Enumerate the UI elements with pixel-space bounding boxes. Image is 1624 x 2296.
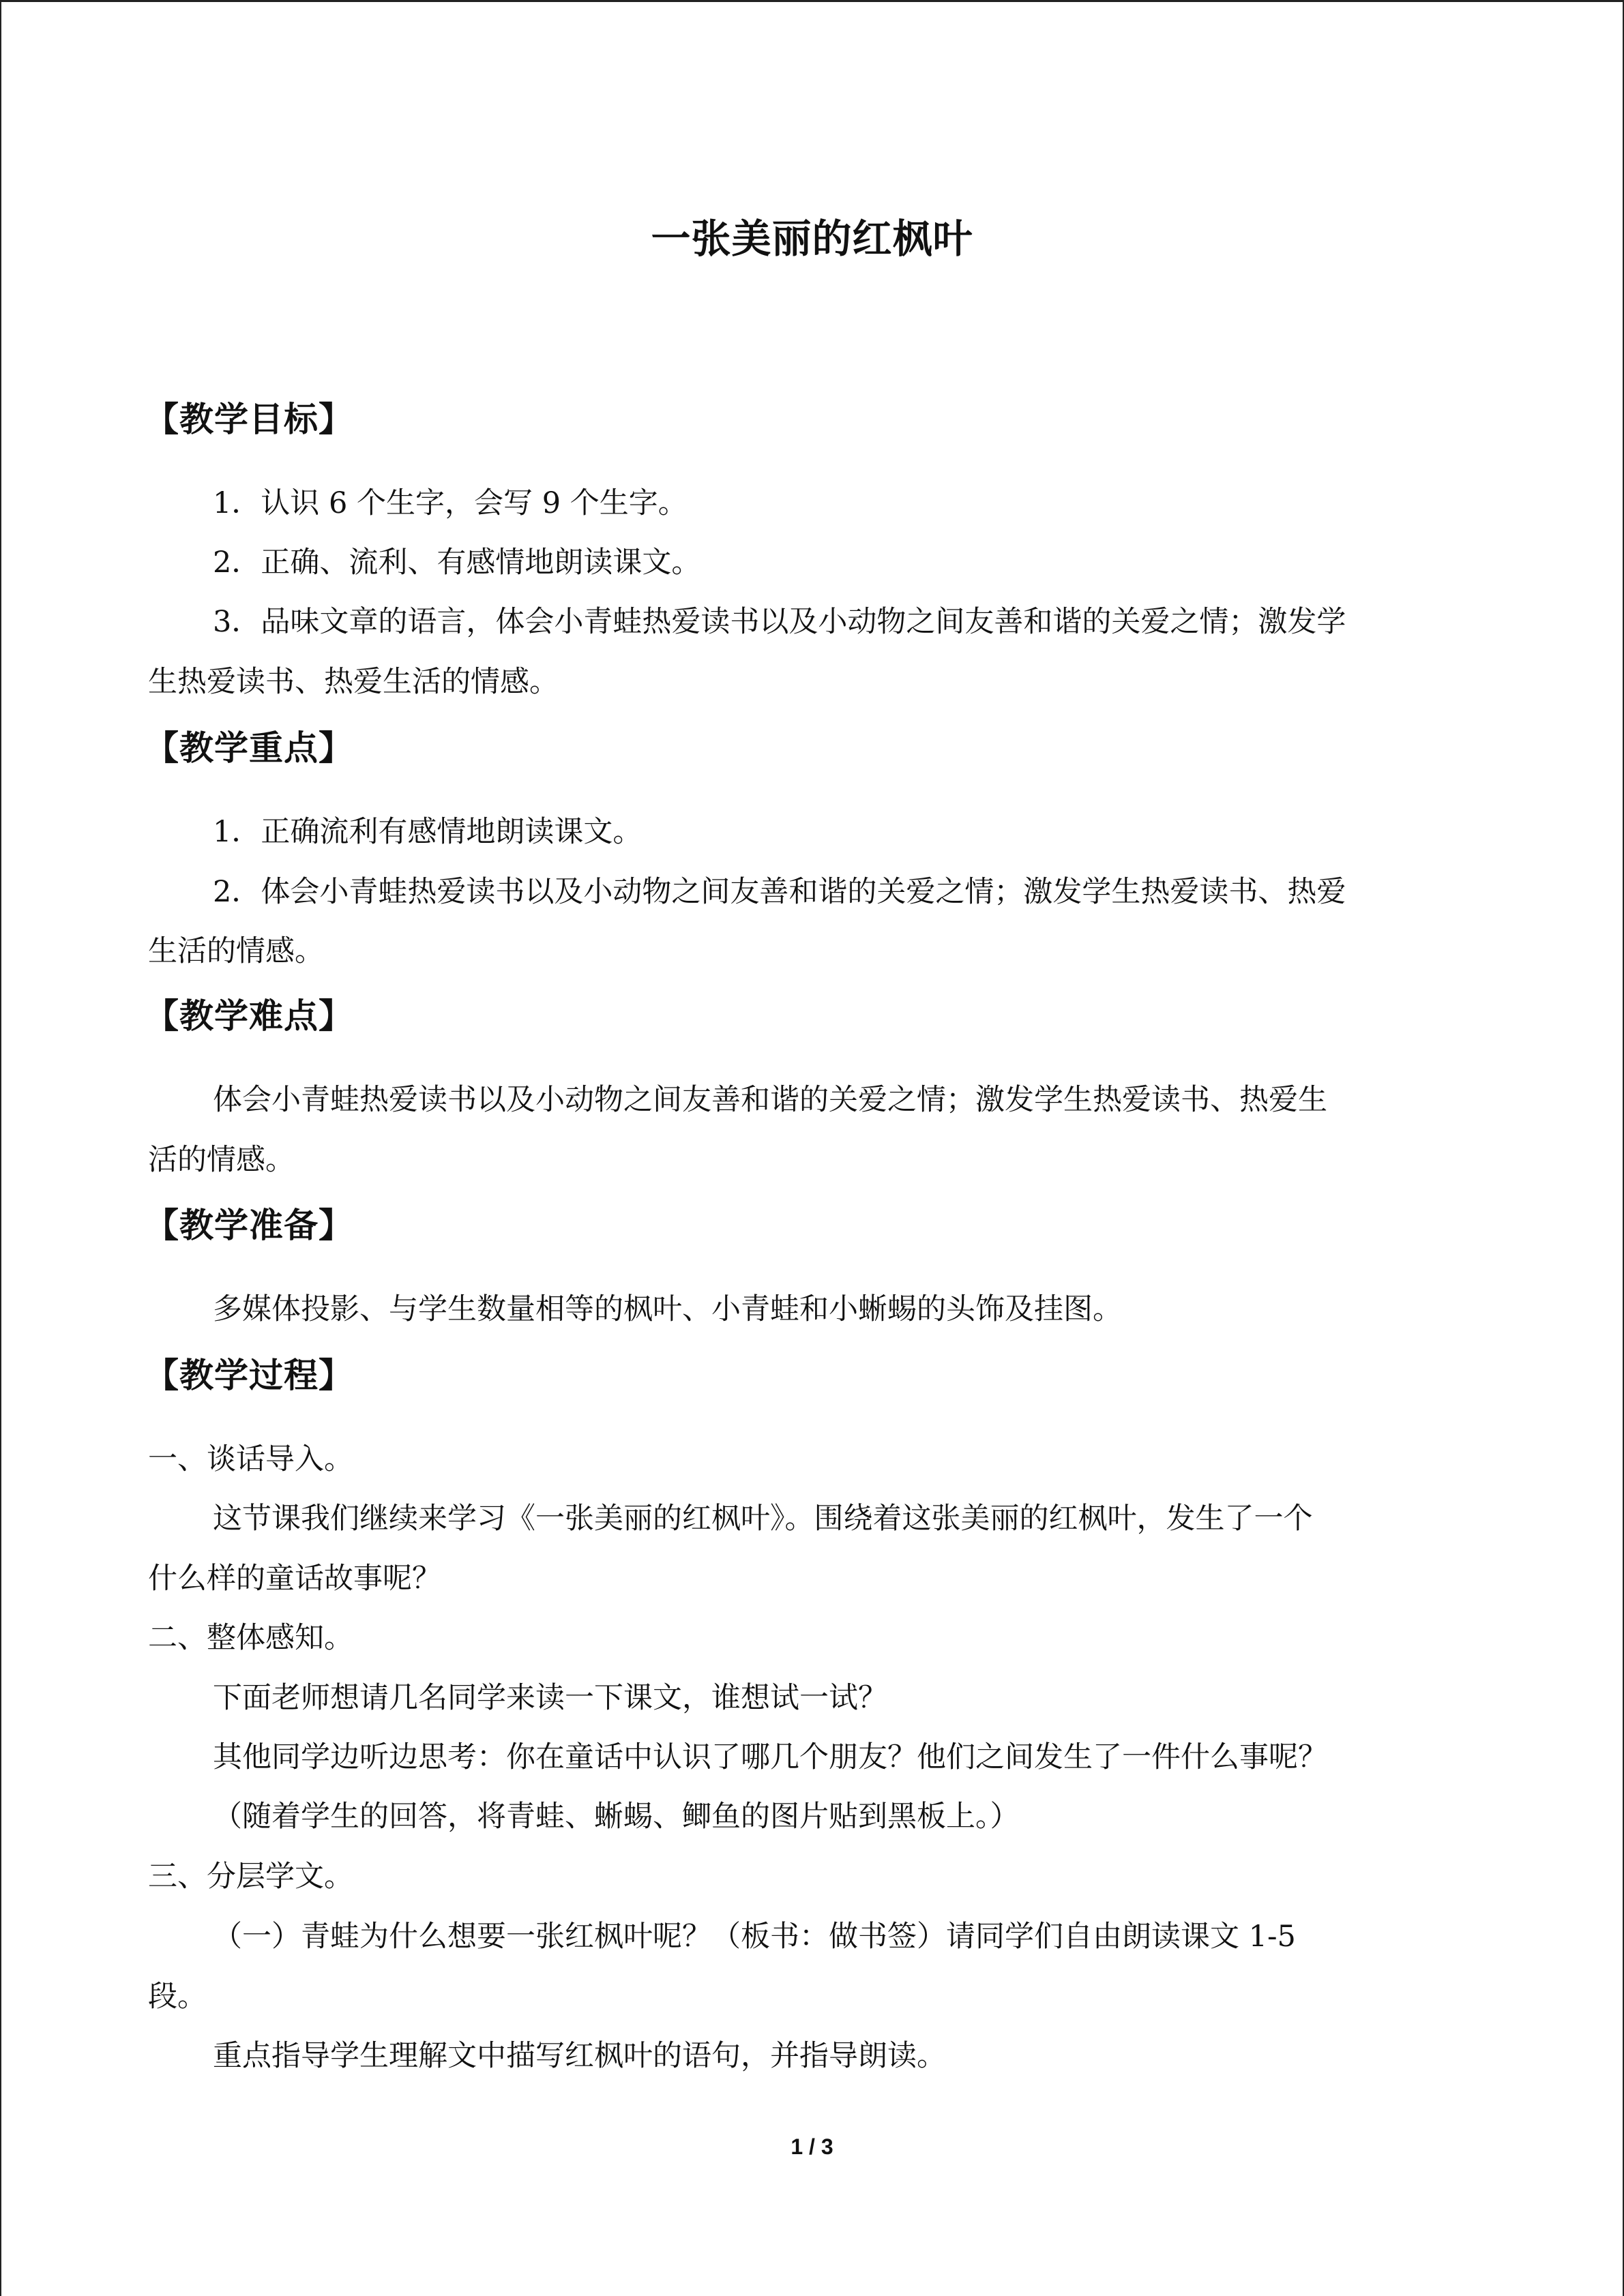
process-line-2: 这节课我们继续来学习《一张美丽的红枫叶》。围绕着这张美丽的红枫叶，发生了一个 (213, 1502, 1313, 1536)
page-number: 1 / 3 (791, 2134, 833, 2159)
process-line-6: 其他同学边听边思考：你在童话中认识了哪几个朋友？他们之间发生了一件什么事呢？ (213, 1740, 1327, 1774)
process-line-1: 一、谈话导入。 (148, 1442, 353, 1476)
section-heading-difficulties: 【教学难点】 (145, 996, 353, 1036)
difficulties-line-2: 活的情感。 (148, 1143, 295, 1177)
section-heading-goals: 【教学目标】 (145, 400, 353, 439)
goals-line-1: 1．认识 6 个生字，会写 9 个生字。 (213, 486, 688, 520)
process-line-8: 三、分层学文。 (148, 1860, 353, 1894)
goals-line-3: 3．品味文章的语言，体会小青蛙热爱读书以及小动物之间友善和谐的关爱之情；激发学 (213, 605, 1346, 639)
page-title: 一张美丽的红枫叶 (651, 215, 973, 262)
goals-line-4: 生热爱读书、热爱生活的情感。 (148, 665, 559, 699)
section-heading-key-points: 【教学重点】 (145, 728, 353, 768)
process-line-10: 段。 (148, 1980, 207, 2014)
process-line-4: 二、整体感知。 (148, 1621, 353, 1655)
process-line-9: （一）青蛙为什么想要一张红枫叶呢？（板书：做书签）请同学们自由朗读课文 1-5 (213, 1920, 1296, 1954)
goals-line-2: 2．正确、流利、有感情地朗读课文。 (213, 546, 701, 580)
process-line-3: 什么样的童话故事呢？ (148, 1562, 441, 1596)
difficulties-line-1: 体会小青蛙热爱读书以及小动物之间友善和谐的关爱之情；激发学生热爱读书、热爱生 (213, 1083, 1327, 1117)
key-points-line-3: 生活的情感。 (148, 934, 324, 968)
key-points-line-2: 2．体会小青蛙热爱读书以及小动物之间友善和谐的关爱之情；激发学生热爱读书、热爱 (213, 875, 1346, 909)
process-line-11: 重点指导学生理解文中描写红枫叶的语句，并指导朗读。 (213, 2039, 946, 2073)
section-heading-process: 【教学过程】 (145, 1356, 353, 1395)
section-heading-preparation: 【教学准备】 (145, 1206, 353, 1245)
process-line-5: 下面老师想请几名同学来读一下课文，谁想试一试？ (213, 1681, 887, 1715)
key-points-line-1: 1．正确流利有感情地朗读课文。 (213, 815, 643, 849)
preparation-line-1: 多媒体投影、与学生数量相等的枫叶、小青蛙和小蜥蜴的头饰及挂图。 (213, 1292, 1122, 1326)
process-line-7: （随着学生的回答，将青蛙、蜥蜴、鲫鱼的图片贴到黑板上。） (213, 1800, 1020, 1834)
